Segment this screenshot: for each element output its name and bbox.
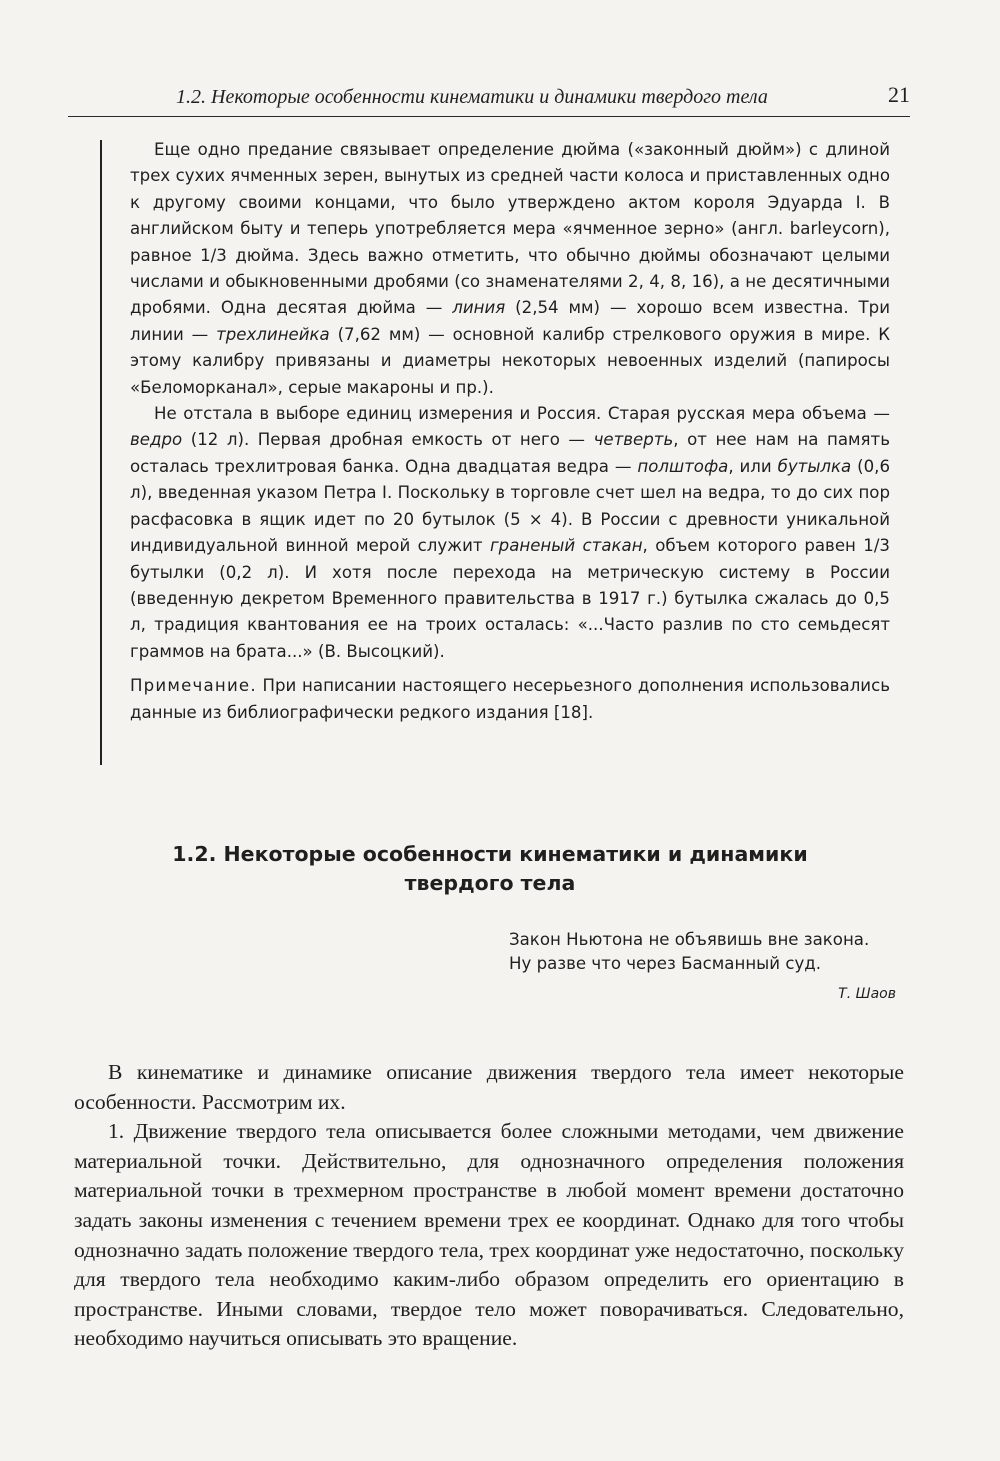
running-header [68, 80, 910, 117]
note-text: При написании настоящего несерьезного дополнения использовались данные из библиографически редкого издания [18]. [130, 676, 890, 722]
body-text [74, 1058, 904, 1354]
text-run: , объем которого равен 1/3 бутылки (0,2 л). И хотя после перехода на метрическую систему в России (введенную декретом Временного правительства в 1917 г.) бутылка сжалась до 0,5 л, традиция квантования ее на троих осталась: «...Часто разлив по сто семьдесят граммов на брата...» (В. Высоцкий). [130, 536, 890, 661]
inset-paragraph-2 [130, 401, 890, 665]
sidebar-rule [100, 140, 102, 765]
epigraph-line-1: Закон Ньютона не объявишь вне закона. [509, 930, 870, 949]
section-heading: 1.2. Некоторые особенности кинематики и динамики твердого тела [172, 842, 808, 895]
text-run: (7,62 мм) — основной калибр стрелкового оружия в мире. К этому калибру привязаны и диаметры некоторых невоенных изделий (папиросы «Беломорканал», серые макароны и пр.). [130, 324, 890, 397]
inset-box [130, 137, 890, 726]
text-run: , от нее нам на память осталась трехлитровая банка. Одна двадцатая ведра — [130, 430, 890, 476]
body-paragraph-1: В кинематике и динамике описание движения твердого тела имеет некоторые особенности. Рассмотрим их. [74, 1060, 904, 1114]
text-run: (12 л). Первая дробная емкость от него — [182, 430, 594, 450]
italic-term: трехлинейка [216, 324, 330, 344]
italic-term: четверть [593, 430, 674, 450]
italic-term: полштофа [637, 456, 729, 476]
text-run: Не отстала в выборе единиц измерения и Россия. Старая русская мера объема — [154, 404, 890, 424]
inset-paragraph-1 [130, 137, 890, 401]
inset-note [130, 673, 890, 726]
body-paragraph-2: 1. Движение твердого тела описывается более сложными методами, чем движение материальной точки. Действительно, для однозначного определения положения материальной точки в трехмерном пространстве в любой момент времени достаточно задать законы изменения с течением времени трех ее координат. Однако для того чтобы однозначно задать положение твердого тела, трех координат уже недостаточно, поскольку для твердого тела необходимо каким-либо образом определить его ориентацию в пространстве. Иными словами, твердое тело может поворачиваться. Следовательно, необходимо научиться описывать это вращение. [74, 1119, 904, 1351]
text-run: (0,6 л), введенная указом Петра I. Поскольку в торговле счет шел на ведра, то до сих пор расфасовка в ящик идет по 20 бутылок (5 × 4). В России с древности уникальной индивидуальной винной мерой служит [130, 456, 891, 556]
epigraph-line-2: Ну разве что через Басманный суд. [509, 954, 822, 973]
text-run: (2,54 мм) — хорошо всем известна. Три линии — [130, 298, 890, 344]
italic-term: бутылка [777, 456, 852, 476]
page-number: 21 [888, 82, 910, 107]
text-run: Еще одно предание связывает определение дюйма («законный дюйм») с длиной трех сухих ячменных зерен, вынутых из средней части колоса и приставленных одно к другому своими концами, что было утверждено актом короля Эдуарда I. В английском быту и теперь употребляется мера «ячменное зерно» (англ. barleycorn), равное 1/3 дюйма. Здесь важно отметить, что обычно дюймы обозначают целыми числами и обыкновенными дробями (со знаменателями 2, 4, 8, 16), а не десятичными дробями. Одна десятая дюйма — [130, 140, 890, 318]
text-run: , или [728, 456, 778, 476]
italic-term: ведро [130, 430, 183, 450]
italic-term: линия [452, 298, 506, 318]
epigraph-author: Т. Шаов [838, 986, 896, 1002]
epigraph [509, 928, 869, 976]
note-label: Примечание. [130, 676, 257, 696]
running-title: 1.2. Некоторые особенности кинематики и динамики твердого тела [176, 86, 768, 108]
italic-term: граненый стакан [489, 536, 643, 556]
